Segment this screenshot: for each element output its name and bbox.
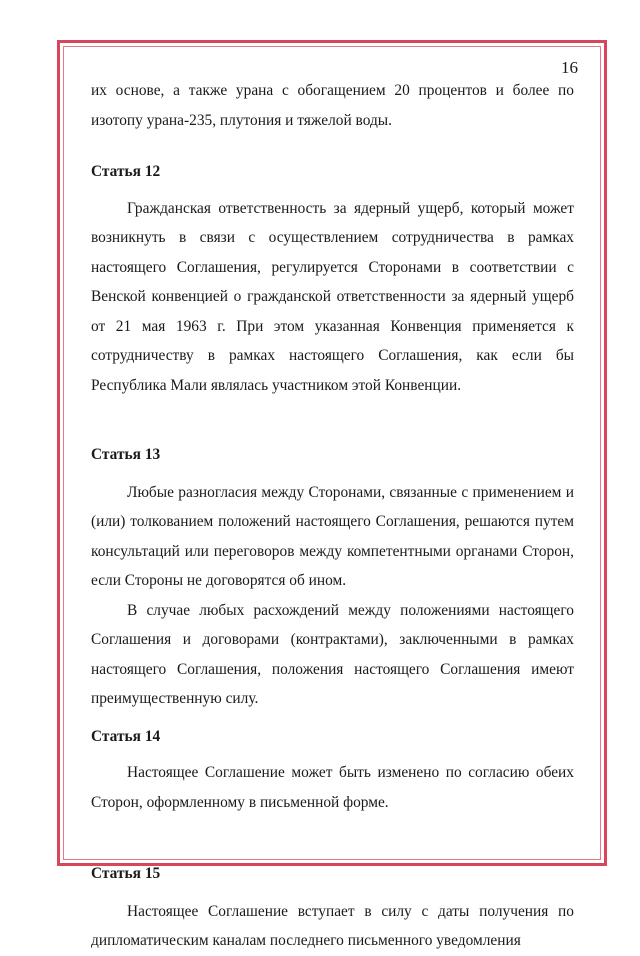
article-15-heading: Статья 15	[91, 865, 161, 882]
article-15-paragraph-1: Настоящее Соглашение вступает в силу с даты получения по дипломатическим каналам последнего письменного уведомления	[91, 902, 574, 949]
article-14-paragraph-1: Настоящее Соглашение может быть изменено по согласию обеих Сторон, оформленному в письменной форме.	[91, 764, 574, 811]
article-12-heading: Статья 12	[91, 163, 161, 180]
article-13-paragraph-1: Любые разногласия между Сторонами, связанные с применением и (или) толкованием положений настоящего Соглашения, решаются путем консультаций или переговоров между компетентными органами Сторон, если Стороны не договорятся об ином.	[91, 483, 574, 589]
article-13-heading: Статья 13	[91, 446, 161, 463]
page-number: 16	[561, 58, 578, 77]
article-13-paragraph-2: В случае любых расхождений между положениями настоящего Соглашения и договорами (контрактами), заключенными в рамках настоящего Соглашения, положения настоящего Соглашения имеют преимущественную силу.	[91, 601, 574, 707]
lead-paragraph: их основе, а также урана с обогащением 20 процентов и более по изотопу урана-235, плутония и тяжелой воды.	[91, 82, 574, 129]
article-12-paragraph-1: Гражданская ответственность за ядерный ущерб, который может возникнуть в связи с осуществлением сотрудничества в рамках настоящего Соглашения, регулируется Сторонами в соответствии с Венской конвенцией о гражданской ответственности за ядерный ущерб от 21 мая 1963 г. При этом указанная Конвенция применяется к сотрудничеству в рамках настоящего Соглашения, как если бы Республика Мали являлась участником этой Конвенции.	[91, 199, 574, 394]
document-body	[91, 76, 574, 956]
article-14-heading: Статья 14	[91, 727, 161, 745]
